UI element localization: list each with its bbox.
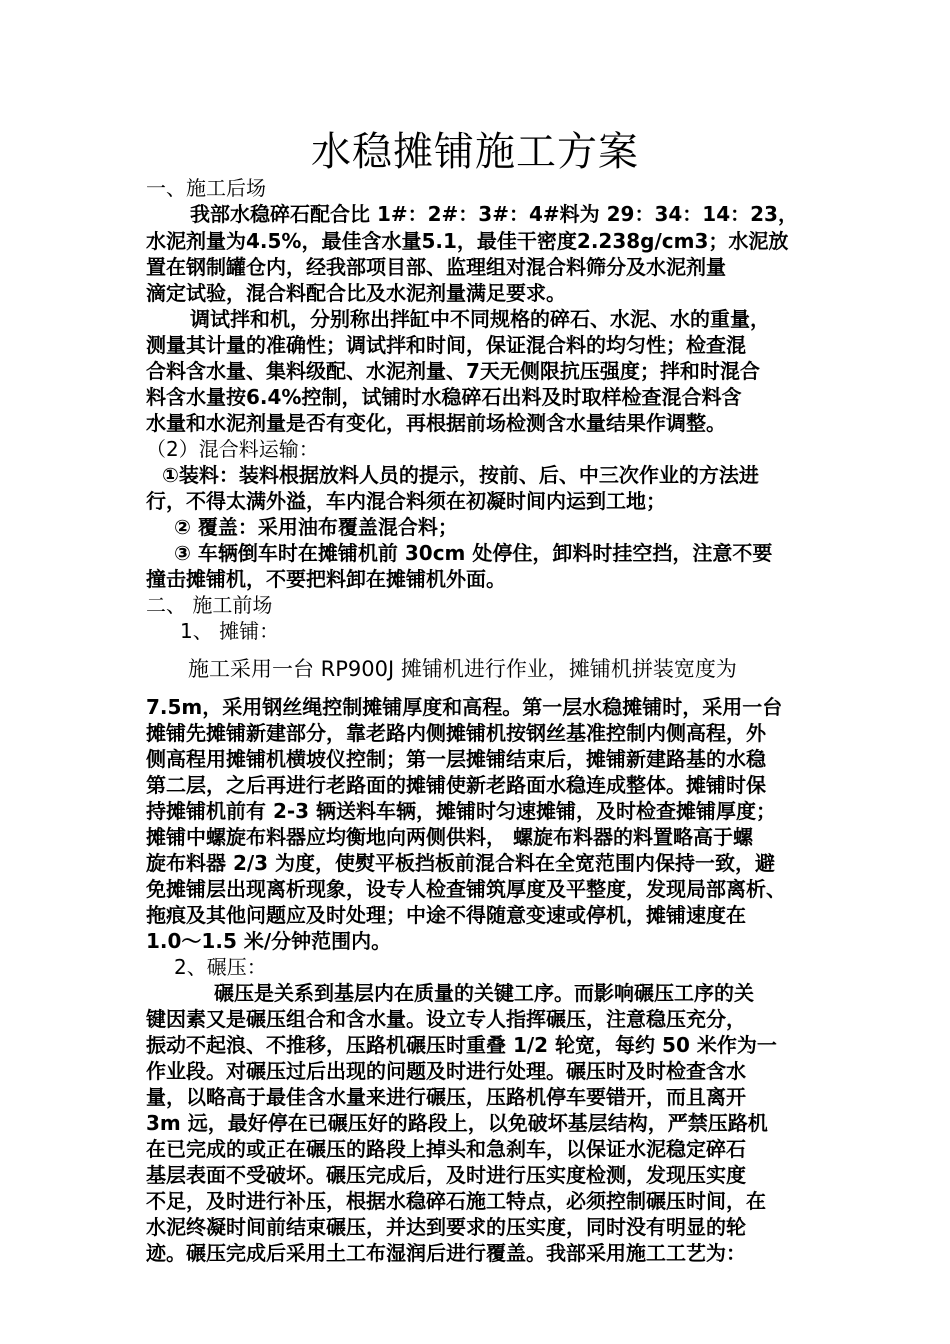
paragraph-line: 迹。碾压完成后采用土工布湿润后进行覆盖。我部采用施工工艺为： [146, 1241, 746, 1265]
heading-paving: 1、 摊铺： [180, 619, 280, 643]
paragraph-line: ③ 车辆倒车时在摊铺机前 30cm 处停住，卸料时挂空挡，注意不要 [174, 541, 773, 565]
paragraph-line: 量，以略高于最佳含水量来进行碾压，压路机停车要错开，而且离开 [146, 1085, 746, 1109]
paragraph-line: 碾压是关系到基层内在质量的关键工序。而影响碾压工序的关 [214, 981, 754, 1005]
paragraph-line: ①装料：装料根据放料人员的提示，按前、后、中三次作业的方法进 [162, 463, 759, 487]
paragraph-line: 键因素又是碾压组合和含水量。设立专人指挥碾压，注意稳压充分， [146, 1007, 746, 1031]
paragraph-line: 水泥剂量为4.5%，最佳含水量5.1，最佳干密度2.238g/cm3；水泥放 [146, 229, 789, 253]
document-title: 水稳摊铺施工方案 [311, 129, 639, 175]
paragraph-line: 测量其计量的准确性；调试拌和时间，保证混合料的均匀性；检查混 [146, 333, 746, 357]
paragraph-line: 摊铺中螺旋布料器应均衡地向两侧供料， 螺旋布料器的料置略高于螺 [146, 825, 753, 849]
paragraph-line: 3m 远，最好停在已碾压好的路段上，以免破坏基层结构，严禁压路机 [146, 1111, 768, 1135]
heading-front-site: 二、 施工前场 [146, 593, 273, 617]
paragraph-line: 7.5m，采用钢丝绳控制摊铺厚度和高程。第一层水稳摊铺时，采用一台 [146, 695, 783, 719]
paragraph-line: 施工采用一台 RP900J 摊铺机进行作业，摊铺机拼装宽度为 [188, 657, 737, 681]
paragraph-line: 旋布料器 2/3 为度，使熨平板挡板前混合料在全宽范围内保持一致，避 [146, 851, 776, 875]
paragraph-line: 滴定试验，混合料配合比及水泥剂量满足要求。 [146, 281, 566, 305]
paragraph-line: 摊铺先摊铺新建部分，靠老路内侧摊铺机按钢丝基准控制内侧高程，外 [146, 721, 766, 745]
paragraph-line: 振动不起浪、不推移，压路机碾压时重叠 1/2 轮宽，每约 50 米作为一 [146, 1033, 777, 1057]
heading-mix-transport: （2）混合料运输： [146, 437, 319, 461]
paragraph-line: 作业段。对碾压过后出现的问题及时进行处理。碾压时及时检查含水 [146, 1059, 746, 1083]
paragraph-line: 调试拌和机，分别称出拌缸中不同规格的碎石、水泥、水的重量， [190, 307, 770, 331]
paragraph-line: 水量和水泥剂量是否有变化，再根据前场检测含水量结果作调整。 [146, 411, 726, 435]
paragraph-line: 在已完成的或正在碾压的路段上掉头和急刹车，以保证水泥稳定碎石 [146, 1137, 746, 1161]
paragraph-line: 持摊铺机前有 2-3 辆送料车辆，摊铺时匀速摊铺，及时检查摊铺厚度； [146, 799, 777, 823]
paragraph-line: 置在钢制罐仓内，经我部项目部、监理组对混合料筛分及水泥剂量 [146, 255, 726, 279]
paragraph-line: ② 覆盖：采用油布覆盖混合料； [174, 515, 458, 539]
paragraph-line: 撞击摊铺机，不要把料卸在摊铺机外面。 [146, 567, 506, 591]
paragraph-line: 拖痕及其他问题应及时处理；中途不得随意变速或停机，摊铺速度在 [146, 903, 746, 927]
paragraph-line: 第二层，之后再进行老路面的摊铺使新老路面水稳连成整体。摊铺时保 [146, 773, 766, 797]
paragraph-line: 不足，及时进行补压，根据水稳碎石施工特点，必须控制碾压时间，在 [146, 1189, 766, 1213]
paragraph-line: 我部水稳碎石配合比 1#：2#：3#：4#料为 29：34：14：23， [190, 202, 798, 226]
paragraph-line: 基层表面不受破坏。碾压完成后，及时进行压实度检测，发现压实度 [146, 1163, 746, 1187]
paragraph-line: 料含水量按6.4%控制，试铺时水稳碎石出料及时取样检查混合料含 [146, 385, 742, 409]
heading-rear-site: 一、施工后场 [146, 176, 266, 200]
paragraph-line: 侧高程用摊铺机横坡仪控制；第一层摊铺结束后，摊铺新建路基的水稳 [146, 747, 766, 771]
paragraph-line: 行，不得太满外溢，车内混合料须在初凝时间内运到工地； [146, 489, 666, 513]
paragraph-line: 免摊铺层出现离析现象，设专人检查铺筑厚度及平整度，发现局部离析、 [146, 877, 786, 901]
paragraph-line: 1.0～1.5 米/分钟范围内。 [146, 929, 392, 953]
paragraph-line: 水泥终凝时间前结束碾压，并达到要求的压实度，同时没有明显的轮 [146, 1215, 746, 1239]
paragraph-line: 合料含水量、集料级配、水泥剂量、7天无侧限抗压强度；拌和时混合 [146, 359, 760, 383]
heading-compaction: 2、碾压： [174, 955, 267, 979]
